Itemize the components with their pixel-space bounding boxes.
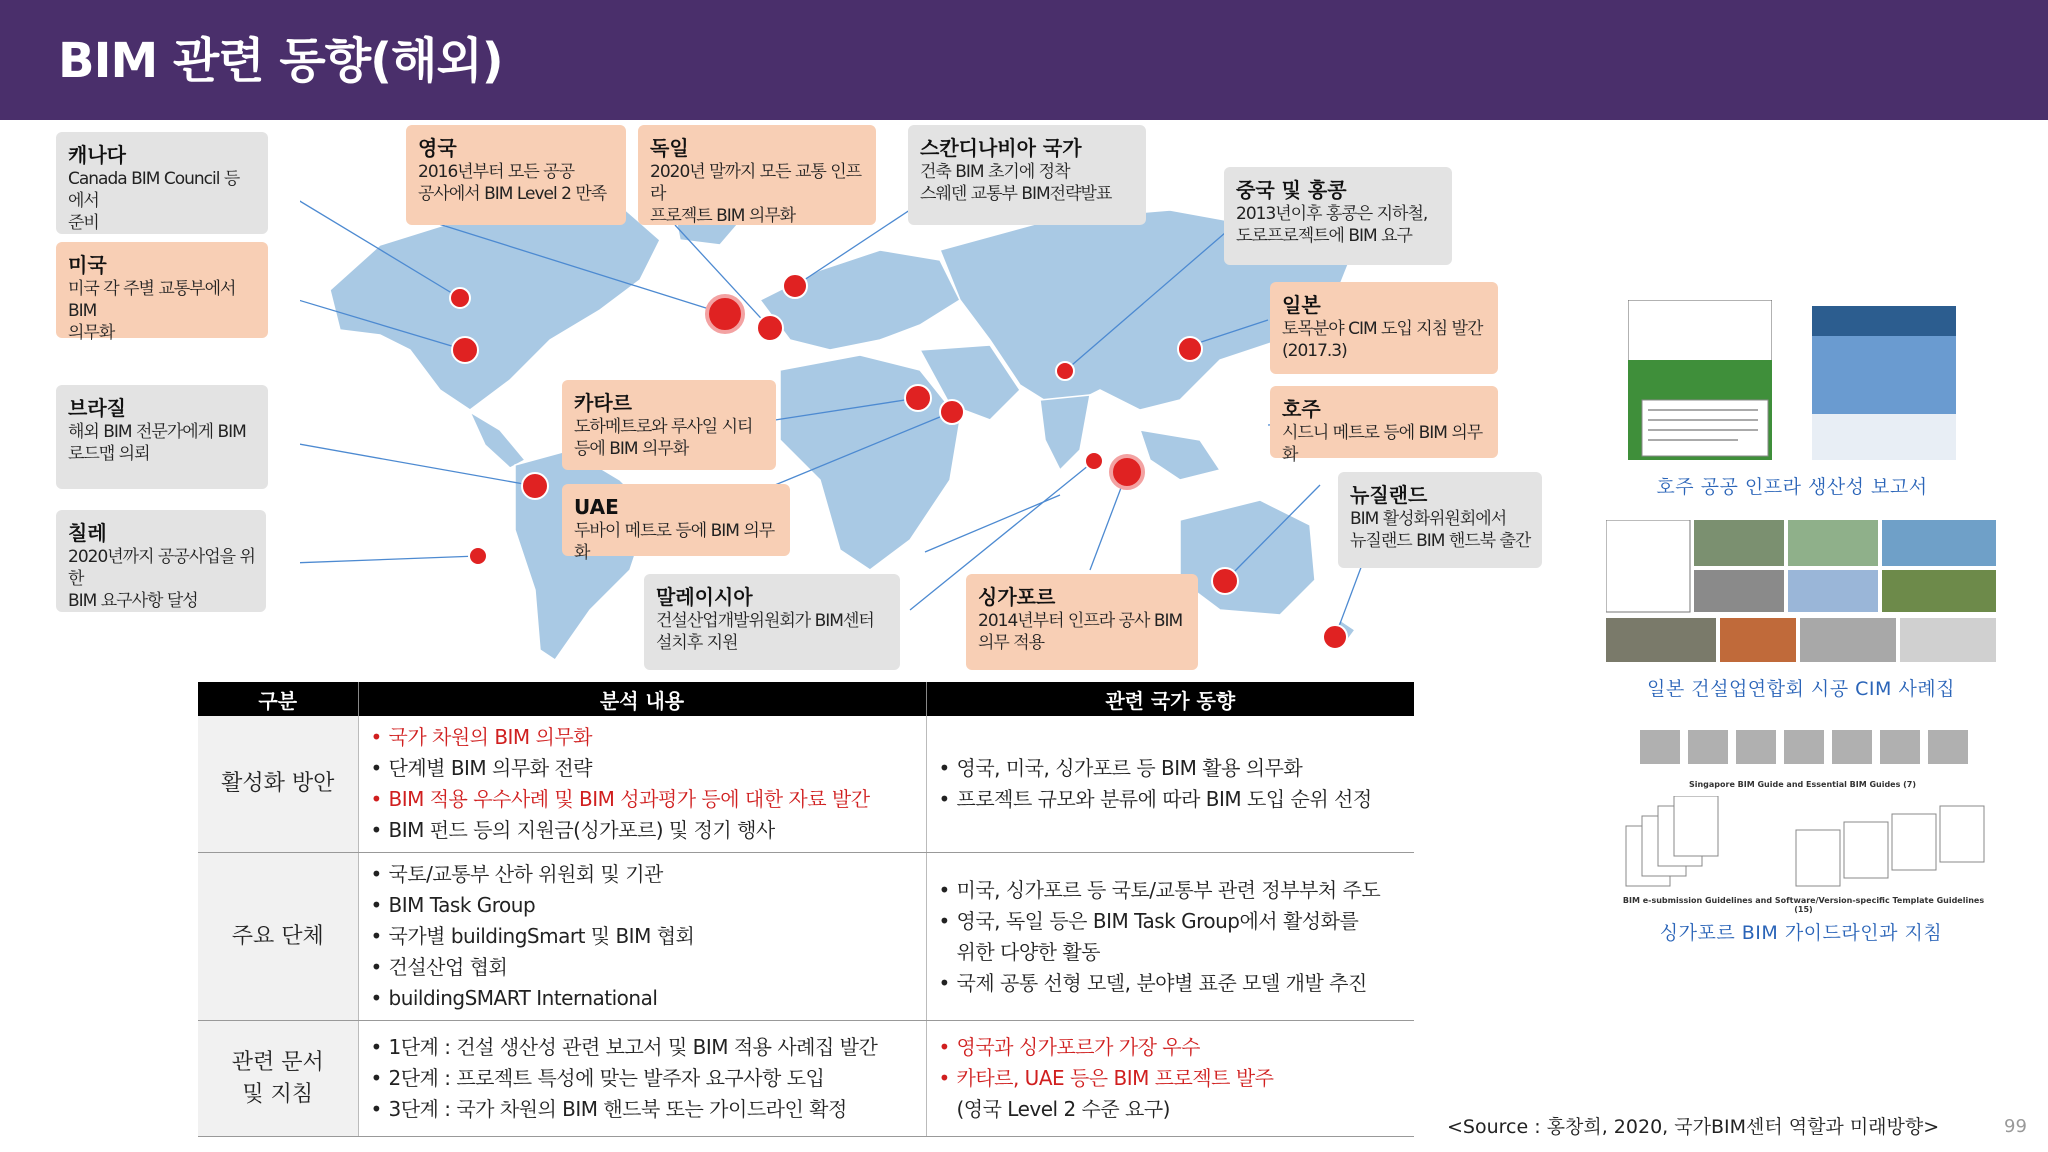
trend-table [198, 682, 1414, 1137]
report-cover-icon [1628, 300, 1772, 460]
australia-marker [1212, 568, 1238, 594]
card-china-name: 중국 및 홍콩 [1236, 178, 1347, 202]
card-australia-name: 호주 [1282, 397, 1321, 421]
china-marker [1056, 362, 1074, 380]
trend-item: • 프로젝트 규모와 분류에 따라 BIM 도입 순위 선정 [935, 784, 1407, 815]
trend-item: • 카타르, UAE 등은 BIM 프로젝트 발주 [935, 1063, 1407, 1094]
analysis-item: • 국가 차원의 BIM 의무화 [367, 722, 918, 753]
analysis-item: • 단계별 BIM 의무화 전략 [367, 753, 918, 784]
japan-marker [1178, 337, 1202, 361]
row-category: 관련 문서 및 지침 [198, 1021, 358, 1137]
analysis-item: • 국가별 buildingSmart 및 BIM 협회 [367, 921, 918, 952]
card-usa-desc: 미국 각 주별 교통부에서BIM 의무화 [68, 279, 236, 343]
australia-caption: 호주 공공 인프라 생산성 보고서 [1656, 476, 1928, 498]
card-japan-name: 일본 [1282, 293, 1321, 317]
card-qatar-desc: 도하메트로와 루사일 시티 등에 BIM 의무화 [574, 417, 753, 459]
table-header-analysis: 분석 내용 [358, 682, 926, 716]
trend-item: 위한 다양한 활동 [956, 939, 1100, 964]
source-citation: <Source : 홍창희, 2020, 국가BIM센터 역할과 미래방향> [1447, 1116, 1940, 1138]
row-category: 주요 단체 [198, 853, 358, 1021]
card-australia-desc: 시드니 메트로 등에 BIM 의무화 [1282, 423, 1483, 465]
india-shape [1040, 395, 1090, 470]
analysis-item: • 3단계 : 국가 차원의 BIM 핸드북 또는 가이드라인 확정 [367, 1094, 918, 1125]
usa-marker [452, 337, 478, 363]
card-singapore-name: 싱가포르 [978, 585, 1056, 609]
analysis-item: • buildingSMART International [367, 983, 918, 1014]
analysis-item: • 1단계 : 건설 생산성 관련 보고서 및 BIM 적용 사례집 발간 [367, 1032, 918, 1063]
card-chile-name: 칠레 [68, 521, 107, 545]
row-trends [926, 716, 1414, 853]
brazil-marker [522, 473, 548, 499]
uae-marker [940, 400, 964, 424]
analysis-item: • 건설산업 협회 [367, 952, 918, 983]
canada-marker [450, 288, 470, 308]
guide-documents-icon [1616, 796, 1991, 894]
analysis-item: • BIM Task Group [367, 890, 918, 921]
card-uk [406, 125, 626, 225]
card-singapore-desc: 2014년부터 인프라 공사 BIM 의무 적용 [978, 611, 1183, 653]
card-australia [1270, 386, 1498, 465]
singapore-caption: 싱가포르 BIM 가이드라인과 지침 [1659, 922, 1943, 944]
card-malaysia [644, 574, 900, 670]
card-brazil [56, 385, 268, 489]
header-bar [0, 0, 2048, 120]
card-qatar [562, 380, 776, 470]
card-uae [562, 484, 790, 563]
card-uae-desc: 두바이 메트로 등에 BIM 의무화 [574, 521, 775, 563]
row-analysis [358, 1021, 926, 1137]
table-row [198, 853, 1414, 1021]
card-malaysia-name: 말레이시아 [656, 585, 753, 609]
card-china-desc: 2013년이후 홍콩은 지하철, 도로프로젝트에 BIM 요구 [1236, 204, 1428, 246]
table-header-row [198, 682, 1414, 716]
row-analysis [358, 853, 926, 1021]
trend-item: • 영국, 독일 등은 BIM Task Group에서 활성화를 [935, 906, 1407, 937]
row-analysis [358, 716, 926, 853]
analysis-item: • BIM 펀드 등의 지원금(싱가포르) 및 정기 행사 [367, 815, 918, 846]
row-trends [926, 853, 1414, 1021]
central-america-shape [470, 412, 525, 468]
uk-marker [707, 296, 743, 332]
page-number: 99 [2004, 1116, 2027, 1137]
cim-collage-icon [1606, 520, 1996, 662]
card-uae-name: UAE [574, 495, 619, 519]
qatar-marker [905, 385, 931, 411]
table-header-category: 구분 [198, 682, 358, 716]
card-brazil-name: 브라질 [68, 396, 126, 420]
row-category: 활성화 방안 [198, 716, 358, 853]
card-brazil-desc: 해외 BIM 전문가에게 BIM 로드맵 의뢰 [68, 422, 246, 464]
southeast-asia-shape [1140, 430, 1220, 480]
card-scandinavia-desc: 건축 BIM 초기에 정착 스웨덴 교통부 BIM전략발표 [920, 162, 1112, 204]
australia-report-thumbnail-1 [1628, 300, 1772, 460]
singapore-guides-row-1 [1630, 722, 1975, 780]
card-uk-desc: 2016년부터 모든 공공 공사에서 BIM Level 2 만족 [418, 162, 607, 204]
singapore-guides-label-2: BIM e-submission Guidelines and Software/Version-specific Template Guidelines (15) [1622, 896, 1985, 914]
card-canada-name: 캐나다 [68, 143, 126, 167]
card-germany [638, 125, 876, 225]
europe-shape [760, 250, 960, 350]
germany-marker [757, 315, 783, 341]
card-uk-name: 영국 [418, 136, 457, 160]
card-germany-desc: 2020년 말까지 모든 교통 인프라 프로젝트 BIM 의무화 [650, 162, 862, 226]
analysis-item: • 2단계 : 프로젝트 특성에 맞는 발주자 요구사항 도입 [367, 1063, 918, 1094]
singapore-guides-row-2 [1616, 796, 1991, 894]
card-canada-desc: Canada BIM Council 등 에서 준비 [68, 169, 240, 233]
guide-thumbnails-icon [1630, 722, 1975, 780]
card-malaysia-desc: 건설산업개발위원회가 BIM센터 설치후 지원 [656, 611, 874, 653]
card-newzealand-name: 뉴질랜드 [1350, 483, 1428, 507]
card-scandinavia [908, 125, 1146, 225]
card-newzealand-desc: BIM 활성화위원회에서 뉴질랜드 BIM 핸드북 출간 [1350, 509, 1531, 551]
table-header-trends: 관련 국가 동향 [926, 682, 1414, 716]
card-usa-name: 미국 [68, 253, 107, 277]
table-row [198, 716, 1414, 853]
africa-shape [780, 355, 960, 570]
trend-item: • 영국, 미국, 싱가포르 등 BIM 활용 의무화 [935, 753, 1407, 784]
report-cover-icon [1812, 306, 1956, 460]
card-germany-name: 독일 [650, 136, 689, 160]
card-japan [1270, 282, 1498, 374]
row-trends [926, 1021, 1414, 1137]
chile-marker [469, 547, 487, 565]
scandinavia-marker [783, 274, 807, 298]
singapore-guides-label-1: Singapore BIM Guide and Essential BIM Guides (7) [1688, 780, 1917, 789]
trend-item: • 미국, 싱가포르 등 국토/교통부 관련 정부부처 주도 [935, 875, 1407, 906]
card-newzealand [1338, 472, 1542, 568]
card-qatar-name: 카타르 [574, 391, 632, 415]
trend-item: • 국제 공통 선형 모델, 분야별 표준 모델 개발 추진 [935, 968, 1407, 999]
analysis-item: • BIM 적용 우수사례 및 BIM 성과평가 등에 대한 자료 발간 [367, 784, 918, 815]
malaysia-marker [1085, 452, 1103, 470]
card-scandinavia-name: 스칸디나비아 국가 [920, 136, 1082, 160]
japan-cim-collage [1606, 520, 1996, 662]
australia-report-thumbnail-2 [1812, 306, 1956, 460]
card-china-hongkong [1224, 167, 1452, 265]
card-usa [56, 242, 268, 343]
japan-caption: 일본 건설업연합회 시공 CIM 사례집 [1646, 678, 1956, 700]
card-chile-desc: 2020년까지 공공사업을 위한 BIM 요구사항 달성 [68, 547, 255, 611]
card-canada [56, 132, 268, 234]
page-title: BIM 관련 동향(해외) [58, 33, 503, 89]
analysis-item: • 국토/교통부 산하 위원회 및 기관 [367, 859, 918, 890]
table-row [198, 1021, 1414, 1137]
card-singapore [966, 574, 1198, 670]
card-chile [56, 510, 266, 612]
card-japan-desc: 토목분야 CIM 도입 지침 발간 (2017.3) [1282, 319, 1483, 361]
trend-item: (영국 Level 2 수준 요구) [956, 1097, 1170, 1121]
trend-item: • 영국과 싱가포르가 가장 우수 [935, 1032, 1407, 1063]
newzealand-marker [1323, 625, 1347, 649]
singapore-marker [1111, 456, 1143, 488]
